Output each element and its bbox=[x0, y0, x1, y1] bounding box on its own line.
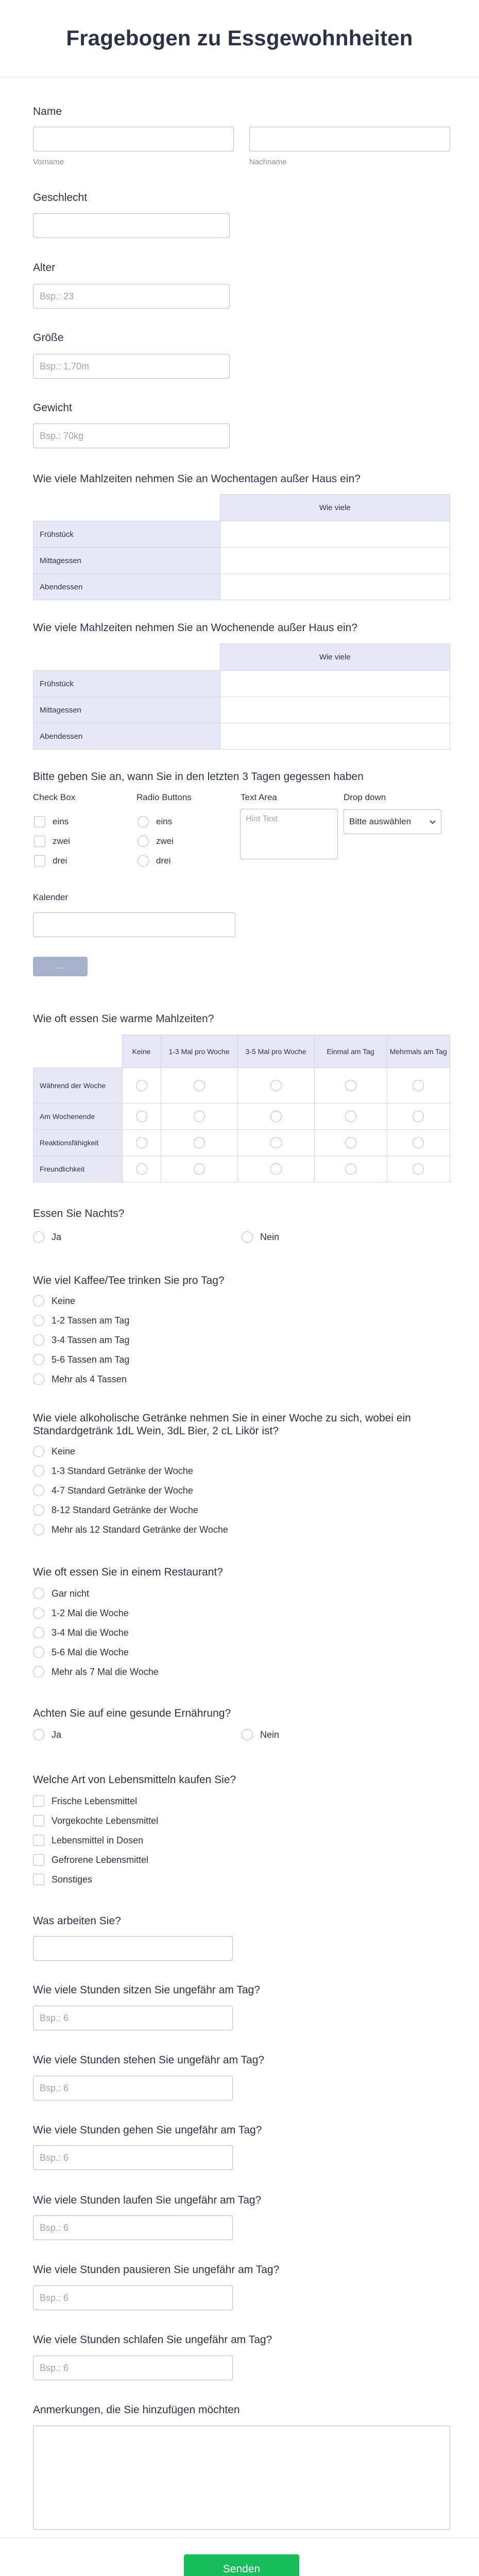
checkbox-option-label: Frische Lebensmittel bbox=[52, 1796, 138, 1806]
hours-walking-label: Wie viele Stunden gehen Sie ungefähr am Tag? bbox=[33, 2124, 262, 2136]
radio-button[interactable] bbox=[138, 836, 149, 847]
radio-button[interactable] bbox=[33, 1588, 44, 1599]
first-name-input[interactable] bbox=[33, 127, 234, 151]
hours-sleeping-label: Wie viele Stunden schlafen Sie ungefähr am Tag? bbox=[33, 2334, 272, 2346]
hours-pausing-input[interactable] bbox=[33, 2285, 233, 2310]
radio-button[interactable] bbox=[33, 1607, 44, 1619]
matrix-radio[interactable] bbox=[194, 1111, 205, 1122]
warm-meals-table bbox=[33, 1035, 450, 1182]
hours-sleeping-input[interactable] bbox=[33, 2355, 233, 2380]
matrix-radio[interactable] bbox=[136, 1111, 147, 1122]
matrix-radio[interactable] bbox=[194, 1137, 205, 1148]
coffee-label: Wie viel Kaffee/Tee trinken Sie pro Tag? bbox=[33, 1275, 225, 1286]
radio-button[interactable] bbox=[33, 1295, 44, 1307]
notes-label: Anmerkungen, die Sie hinzufügen möchten bbox=[33, 2404, 240, 2416]
radio-option-label: Mehr als 4 Tassen bbox=[52, 1374, 127, 1384]
dropdown-select[interactable] bbox=[344, 809, 441, 834]
checkbox[interactable] bbox=[33, 1854, 44, 1866]
weekday-row-label: Frühstück bbox=[33, 521, 220, 548]
notes-textarea[interactable] bbox=[33, 2426, 450, 2530]
radio-option-label: drei bbox=[156, 856, 171, 866]
weight-label: Gewicht bbox=[33, 402, 72, 414]
weekend-meals-label: Wie viele Mahlzeiten nehmen Sie an Wochenende außer Haus ein? bbox=[33, 622, 357, 634]
radio-option-label: 3-4 Tassen am Tag bbox=[52, 1335, 130, 1345]
radio-option-label: Mehr als 12 Standard Getränke der Woche bbox=[52, 1524, 228, 1535]
weekend-row-label: Mittagessen bbox=[33, 697, 220, 723]
weight-input[interactable] bbox=[33, 423, 230, 448]
matrix-radio[interactable] bbox=[345, 1137, 356, 1148]
hint-textarea[interactable] bbox=[240, 809, 338, 859]
radio-option-label: 1-2 Tassen am Tag bbox=[52, 1315, 130, 1326]
weekday-column-header: Wie viele bbox=[220, 495, 450, 521]
radio-option-label: Mehr als 7 Mal die Woche bbox=[52, 1667, 159, 1677]
weekday-cell-input[interactable] bbox=[220, 574, 450, 600]
gender-label: Geschlecht bbox=[33, 192, 88, 204]
radio-button[interactable] bbox=[33, 1729, 44, 1740]
weekend-cell-input[interactable] bbox=[220, 697, 450, 723]
hours-running-input[interactable] bbox=[33, 2215, 233, 2240]
form-header bbox=[0, 0, 479, 78]
radio-button[interactable] bbox=[33, 1354, 44, 1365]
radio-button[interactable] bbox=[33, 1504, 44, 1516]
food-types-label: Welche Art von Lebensmitteln kaufen Sie? bbox=[33, 1774, 236, 1786]
radio-button[interactable] bbox=[242, 1231, 253, 1243]
radio-option-label: Keine bbox=[52, 1446, 76, 1456]
height-label: Größe bbox=[33, 332, 64, 344]
radio-option-label: Keine bbox=[52, 1296, 76, 1306]
warm-meals-label: Wie oft essen Sie warme Mahlzeiten? bbox=[33, 1013, 214, 1025]
last-name-sublabel: Nachname bbox=[249, 158, 287, 166]
warm-row-label: Freundlichkeit bbox=[33, 1156, 123, 1182]
work-input[interactable] bbox=[33, 1936, 233, 1961]
weekend-column-header: Wie viele bbox=[220, 644, 450, 671]
warm-column-header: Einmal am Tag bbox=[314, 1035, 387, 1068]
checkbox-group-title: Check Box bbox=[33, 792, 76, 802]
submit-button[interactable]: Senden bbox=[184, 2554, 299, 2576]
radio-option-label: 4-7 Standard Getränke der Woche bbox=[52, 1485, 193, 1496]
work-label: Was arbeiten Sie? bbox=[33, 1915, 121, 1927]
warm-row-label: Während der Woche bbox=[33, 1068, 123, 1104]
radio-option-label: Ja bbox=[52, 1232, 62, 1242]
gender-input[interactable] bbox=[33, 213, 230, 238]
warm-row-label: Am Wochenende bbox=[33, 1104, 123, 1130]
weekend-row-label: Abendessen bbox=[33, 723, 220, 750]
weekday-meals-label: Wie viele Mahlzeiten nehmen Sie an Wochentagen außer Haus ein? bbox=[33, 473, 361, 485]
radio-button[interactable] bbox=[33, 1315, 44, 1326]
matrix-radio[interactable] bbox=[413, 1163, 424, 1175]
warm-row-label: Reaktionsfähigkeit bbox=[33, 1130, 123, 1156]
radio-button[interactable] bbox=[33, 1666, 44, 1677]
dropdown-title: Drop down bbox=[344, 792, 386, 802]
radio-button[interactable] bbox=[242, 1729, 253, 1740]
weekend-meals-table bbox=[33, 643, 450, 750]
hours-pausing-label: Wie viele Stunden pausieren Sie ungefähr am Tag? bbox=[33, 2264, 280, 2276]
radio-option-label: zwei bbox=[156, 836, 174, 846]
radio-option-label: eins bbox=[156, 817, 173, 826]
radio-option-label: Nein bbox=[260, 1730, 280, 1740]
last-name-input[interactable] bbox=[249, 127, 450, 151]
checkbox-option-label: Sonstiges bbox=[52, 1874, 93, 1885]
matrix-radio[interactable] bbox=[270, 1080, 282, 1091]
radio-option-label: Ja bbox=[52, 1730, 62, 1740]
radio-option-label: 3-4 Mal die Woche bbox=[52, 1628, 129, 1638]
alcohol-label-line1: Wie viele alkoholische Getränke nehmen Sie in einer Woche zu sich, wobei ein bbox=[33, 1412, 411, 1424]
radio-option-label: 5-6 Tassen am Tag bbox=[52, 1354, 130, 1365]
age-label: Alter bbox=[33, 262, 56, 274]
matrix-radio[interactable] bbox=[270, 1137, 282, 1148]
textarea-title: Text Area bbox=[241, 792, 277, 802]
warm-column-header: 3-5 Mal pro Woche bbox=[237, 1035, 314, 1068]
hours-sitting-input[interactable] bbox=[33, 2006, 233, 2030]
weekday-row-label: Abendessen bbox=[33, 574, 220, 600]
matrix-radio[interactable] bbox=[136, 1080, 147, 1091]
checkbox[interactable] bbox=[33, 1795, 44, 1807]
checkbox-option-label: Vorgekochte Lebensmittel bbox=[52, 1816, 159, 1826]
checkbox-option-label: zwei bbox=[53, 836, 71, 846]
radio-option-label: 1-2 Mal die Woche bbox=[52, 1608, 129, 1618]
radio-group-title: Radio Buttons bbox=[136, 792, 192, 802]
hours-standing-label: Wie viele Stunden stehen Sie ungefähr am Tag? bbox=[33, 2054, 265, 2066]
matrix-radio[interactable] bbox=[136, 1137, 147, 1148]
calendar-label: Kalender bbox=[33, 892, 69, 902]
weekday-row-label: Mittagessen bbox=[33, 548, 220, 574]
checkbox[interactable] bbox=[33, 1874, 44, 1885]
radio-button[interactable] bbox=[33, 1524, 44, 1535]
warm-column-header: Keine bbox=[122, 1035, 161, 1068]
matrix-radio[interactable] bbox=[345, 1163, 356, 1175]
checkbox-option-label: drei bbox=[53, 856, 67, 866]
checkbox[interactable] bbox=[33, 1815, 44, 1826]
hours-running-label: Wie viele Stunden laufen Sie ungefähr am Tag? bbox=[33, 2194, 262, 2206]
radio-option-label: Nein bbox=[260, 1232, 280, 1242]
radio-button[interactable] bbox=[33, 1465, 44, 1477]
matrix-radio[interactable] bbox=[136, 1163, 147, 1175]
weekday-cell-input[interactable] bbox=[220, 548, 450, 574]
hours-walking-input[interactable] bbox=[33, 2145, 233, 2170]
form-title: Fragebogen zu Essgewohnheiten bbox=[66, 26, 413, 50]
warm-column-header: Mehrmals am Tag bbox=[387, 1035, 450, 1068]
healthy-label: Achten Sie auf eine gesunde Ernährung? bbox=[33, 1707, 231, 1719]
warm-column-header: 1-3 Mal pro Woche bbox=[161, 1035, 237, 1068]
matrix-radio[interactable] bbox=[413, 1111, 424, 1122]
restaurant-label: Wie oft essen Sie in einem Restaurant? bbox=[33, 1566, 223, 1578]
radio-option-label: 8-12 Standard Getränke der Woche bbox=[52, 1505, 198, 1515]
matrix-radio[interactable] bbox=[413, 1137, 424, 1148]
weekend-cell-input[interactable] bbox=[220, 671, 450, 697]
radio-button[interactable] bbox=[33, 1647, 44, 1658]
radio-button[interactable] bbox=[33, 1446, 44, 1457]
checkbox[interactable] bbox=[33, 1835, 44, 1846]
matrix-radio[interactable] bbox=[270, 1111, 282, 1122]
first-name-sublabel: Vorname bbox=[33, 158, 64, 166]
dropdown-value: Bitte auswählen bbox=[349, 817, 412, 826]
calendar-button[interactable]: ... bbox=[33, 957, 88, 976]
matrix-radio[interactable] bbox=[345, 1080, 356, 1091]
radio-button[interactable] bbox=[33, 1374, 44, 1385]
checkbox-option-label: Lebensmittel in Dosen bbox=[52, 1835, 144, 1845]
calendar-input[interactable] bbox=[33, 912, 235, 937]
checkbox[interactable] bbox=[34, 855, 45, 867]
radio-button[interactable] bbox=[33, 1485, 44, 1496]
weekend-cell-input[interactable] bbox=[220, 723, 450, 750]
matrix-radio[interactable] bbox=[194, 1080, 205, 1091]
radio-button[interactable] bbox=[33, 1231, 44, 1243]
radio-option-label: Gar nicht bbox=[52, 1588, 90, 1599]
radio-button[interactable] bbox=[33, 1334, 44, 1346]
last3days-label: Bitte geben Sie an, wann Sie in den letzten 3 Tagen gegessen haben bbox=[33, 771, 364, 783]
matrix-radio[interactable] bbox=[270, 1163, 282, 1175]
radio-button[interactable] bbox=[138, 816, 149, 827]
night-eating-label: Essen Sie Nachts? bbox=[33, 1208, 125, 1219]
weekday-meals-table bbox=[33, 494, 450, 600]
height-input[interactable] bbox=[33, 354, 230, 379]
hours-standing-input[interactable] bbox=[33, 2076, 233, 2100]
weekend-row-label: Frühstück bbox=[33, 671, 220, 697]
radio-button[interactable] bbox=[33, 1627, 44, 1638]
age-input[interactable] bbox=[33, 284, 230, 309]
radio-button[interactable] bbox=[138, 855, 149, 867]
alcohol-label-line2: Standardgetränk 1dL Wein, 3dL Bier, 2 cL Likör ist? bbox=[33, 1425, 279, 1437]
checkbox-option-label: Gefrorene Lebensmittel bbox=[52, 1855, 149, 1865]
matrix-radio[interactable] bbox=[194, 1163, 205, 1175]
matrix-radio[interactable] bbox=[413, 1080, 424, 1091]
matrix-radio[interactable] bbox=[345, 1111, 356, 1122]
radio-option-label: 5-6 Mal die Woche bbox=[52, 1647, 129, 1657]
hours-sitting-label: Wie viele Stunden sitzen Sie ungefähr am Tag? bbox=[33, 1984, 260, 1996]
chevron-down-icon bbox=[430, 817, 436, 827]
checkbox-option-label: eins bbox=[53, 817, 69, 826]
radio-option-label: 1-3 Standard Getränke der Woche bbox=[52, 1466, 193, 1476]
weekday-cell-input[interactable] bbox=[220, 521, 450, 548]
checkbox[interactable] bbox=[34, 836, 45, 847]
name-label: Name bbox=[33, 106, 62, 117]
checkbox[interactable] bbox=[34, 816, 45, 827]
